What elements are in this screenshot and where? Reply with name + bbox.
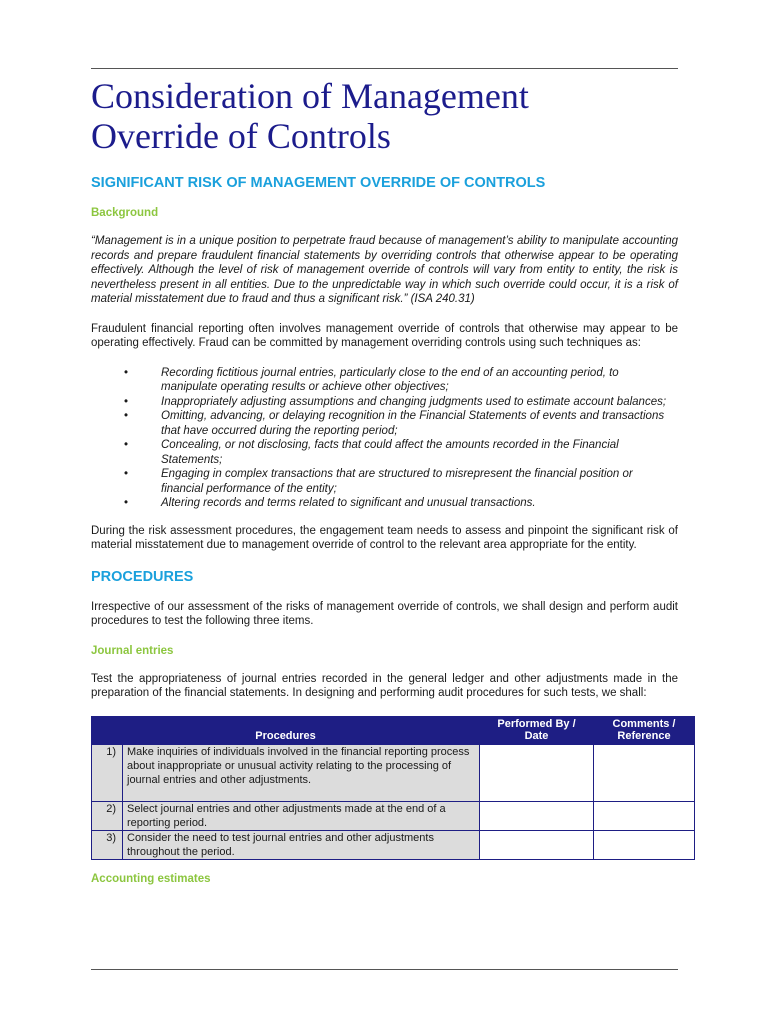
procedures-intro-paragraph: Irrespective of our assessment of the risks of management override of controls, we shall design and perform audit procedures to test the following three items. [91, 600, 678, 627]
bullet-icon: • [124, 439, 129, 451]
top-rule [91, 68, 678, 69]
row-number: 1) [92, 744, 123, 801]
isa-quote: “Management is in a unique position to perpetrate fraud because of management’s ability to manipulate accounting records and prepare fraudulent financial statements by overriding controls that otherwise appear to be operating effectively. Although the level of risk of management override of controls will vary from entity to entity, the risk is nevertheless present in all entities. Due to the unpredictable way in which such override could occur, it is a risk of material misstatement due to fraud and thus a significant risk.” (ISA 240.31) [91, 235, 678, 305]
bullet-icon: • [124, 366, 129, 379]
techniques-list [91, 366, 678, 511]
table-header-row [92, 716, 695, 744]
procedure-text: Select journal entries and other adjustments made at the end of a reporting period. [123, 801, 480, 830]
performed-by-cell[interactable] [480, 830, 594, 859]
table-row [92, 830, 695, 859]
journal-entries-heading: Journal entries [91, 644, 174, 657]
comments-cell[interactable] [594, 801, 695, 830]
bullet-icon: • [124, 497, 129, 509]
comments-cell[interactable] [594, 744, 695, 801]
journal-entries-paragraph: Test the appropriateness of journal entries recorded in the general ledger and other adjustments made in the preparation of the financial statements. In designing and performing audit procedures for such tests, we shall: [91, 672, 678, 699]
header-performed-by: Performed By / Date [480, 716, 594, 744]
list-item: • Recording fictitious journal entries, particularly close to the end of an accounting period, to manipulate operating results or achieve other objectives; [124, 366, 619, 393]
performed-by-cell[interactable] [480, 801, 594, 830]
header-procedures: Procedures [92, 716, 480, 744]
intro-paragraph: Fraudulent financial reporting often involves management override of controls that otherwise may appear to be operating effectively. Fraud can be committed by management overriding controls using such techniques as: [91, 322, 678, 349]
bullet-icon: • [124, 468, 129, 480]
page-title [91, 76, 678, 156]
section-heading-significant-risk: SIGNIFICANT RISK OF MANAGEMENT OVERRIDE OF CONTROLS [91, 175, 546, 191]
accounting-estimates-heading: Accounting estimates [91, 872, 211, 885]
bullet-icon: • [124, 410, 129, 422]
bullet-icon: • [124, 395, 129, 408]
row-number: 3) [92, 830, 123, 859]
document-page [91, 76, 678, 900]
row-number: 2) [92, 801, 123, 830]
background-heading: Background [91, 207, 159, 219]
procedure-text: Consider the need to test journal entries and other adjustments throughout the period. [123, 830, 480, 859]
title-line-2: Override of Controls [91, 116, 391, 156]
section-heading-procedures: PROCEDURES [91, 568, 194, 585]
bottom-rule [91, 969, 678, 970]
table-row [92, 744, 695, 801]
list-item: • Engaging in complex transactions that are structured to misrepresent the financial position or financial performance of the entity; [124, 468, 633, 495]
list-item: • Concealing, or not disclosing, facts that could affect the amounts recorded in the Financial Statements; [124, 439, 619, 466]
procedures-table [91, 716, 695, 860]
list-item: • Inappropriately adjusting assumptions and changing judgments used to estimate account balances; [124, 395, 667, 408]
table-row [92, 801, 695, 830]
list-item: • Omitting, advancing, or delaying recognition in the Financial Statements of events and transactions that have occurred during the reporting period; [124, 410, 665, 437]
title-line-1: Consideration of Management [91, 76, 529, 116]
list-item: • Altering records and terms related to significant and unusual transactions. [124, 497, 536, 509]
procedure-text: Make inquiries of individuals involved in the financial reporting process about inappropriate or unusual activity relating to the processing of journal entries and other adjustments. [123, 744, 480, 801]
comments-cell[interactable] [594, 830, 695, 859]
header-comments: Comments / Reference [594, 716, 695, 744]
performed-by-cell[interactable] [480, 744, 594, 801]
risk-assessment-paragraph: During the risk assessment procedures, the engagement team needs to assess and pinpoint the significant risk of material misstatement due to management override of control to the relevant area appropriate for the entity. [91, 524, 678, 551]
